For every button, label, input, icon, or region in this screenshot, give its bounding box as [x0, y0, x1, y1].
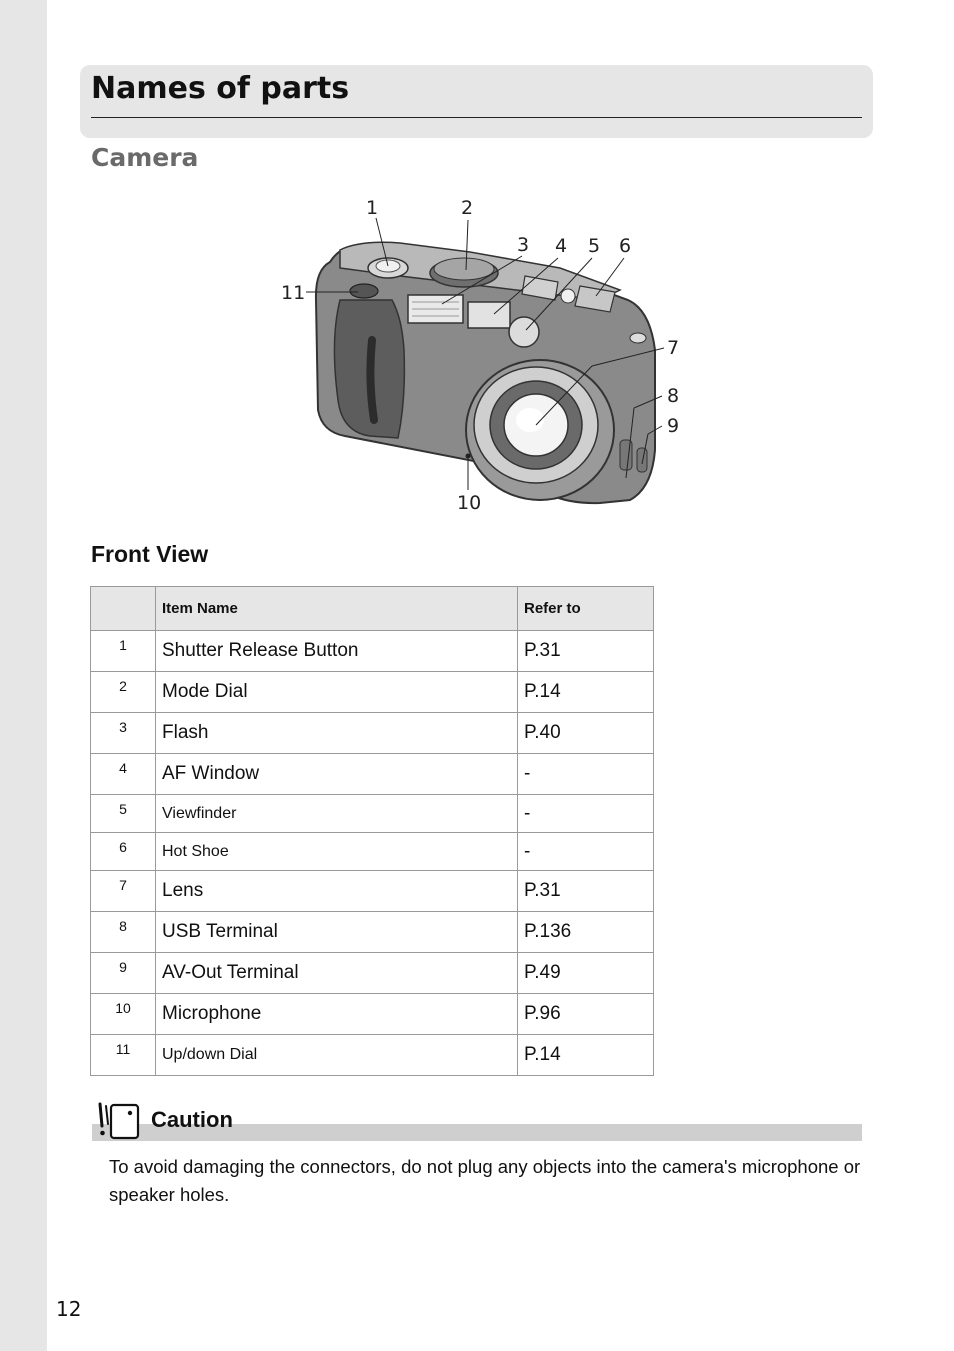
header-refer-to: Refer to — [518, 587, 654, 631]
table-header-row — [91, 587, 654, 631]
front-view-heading: Front View — [91, 541, 209, 567]
table-row — [91, 631, 654, 672]
table-row — [91, 871, 654, 912]
row-number: 7 — [91, 871, 156, 912]
table-row — [91, 912, 654, 953]
row-number: 11 — [91, 1035, 156, 1076]
row-item-name: Mode Dial — [156, 672, 518, 713]
row-refer-to: P.136 — [518, 912, 654, 953]
callout-10: 10 — [457, 492, 482, 514]
table-row — [91, 994, 654, 1035]
camera-front-illustration — [270, 190, 690, 520]
table-row — [91, 833, 654, 871]
row-number: 8 — [91, 912, 156, 953]
table-row — [91, 953, 654, 994]
callout-8: 8 — [667, 385, 680, 407]
row-item-name: Lens — [156, 871, 518, 912]
row-item-name: Up/down Dial — [156, 1035, 518, 1076]
caution-text: To avoid damaging the connectors, do not plug any objects into the camera's microphone or speaker holes. — [109, 1156, 861, 1205]
callout-11: 11 — [281, 282, 306, 304]
row-number: 1 — [91, 631, 156, 672]
page-number: 12 — [56, 1297, 82, 1321]
row-item-name: Viewfinder — [156, 795, 518, 833]
table-row — [91, 1035, 654, 1076]
row-refer-to: P.40 — [518, 713, 654, 754]
callout-9: 9 — [667, 415, 680, 437]
callout-3: 3 — [517, 234, 530, 256]
row-refer-to: - — [518, 754, 654, 795]
table-row — [91, 795, 654, 833]
caution-label: Caution — [151, 1107, 233, 1132]
page-margin-bar — [0, 0, 47, 1351]
row-number: 6 — [91, 833, 156, 871]
parts-table — [90, 586, 654, 1076]
callout-1: 1 — [366, 197, 379, 219]
row-number: 9 — [91, 953, 156, 994]
row-number: 4 — [91, 754, 156, 795]
row-item-name: AV-Out Terminal — [156, 953, 518, 994]
row-item-name: AF Window — [156, 754, 518, 795]
row-item-name: Shutter Release Button — [156, 631, 518, 672]
page-title: Names of parts — [91, 71, 350, 106]
callout-2: 2 — [461, 197, 474, 219]
row-refer-to: - — [518, 795, 654, 833]
title-rule — [91, 117, 862, 118]
table-row — [91, 713, 654, 754]
row-refer-to: P.14 — [518, 672, 654, 713]
header-number — [91, 587, 156, 631]
row-item-name: Hot Shoe — [156, 833, 518, 871]
row-refer-to: P.31 — [518, 871, 654, 912]
table-row — [91, 754, 654, 795]
row-item-name: USB Terminal — [156, 912, 518, 953]
title-box — [80, 65, 873, 138]
row-number: 10 — [91, 994, 156, 1035]
row-refer-to: P.49 — [518, 953, 654, 994]
row-number: 2 — [91, 672, 156, 713]
callout-6: 6 — [619, 235, 632, 257]
row-item-name: Microphone — [156, 994, 518, 1035]
row-number: 5 — [91, 795, 156, 833]
header-item-name: Item Name — [156, 587, 518, 631]
section-heading: Camera — [91, 143, 199, 172]
row-refer-to: - — [518, 833, 654, 871]
table-row — [91, 672, 654, 713]
callout-5: 5 — [588, 235, 601, 257]
row-number: 3 — [91, 713, 156, 754]
callout-4: 4 — [555, 235, 568, 257]
caution-note-icon — [94, 1100, 142, 1142]
callout-7: 7 — [667, 337, 680, 359]
row-refer-to: P.96 — [518, 994, 654, 1035]
row-refer-to: P.14 — [518, 1035, 654, 1076]
row-refer-to: P.31 — [518, 631, 654, 672]
row-item-name: Flash — [156, 713, 518, 754]
